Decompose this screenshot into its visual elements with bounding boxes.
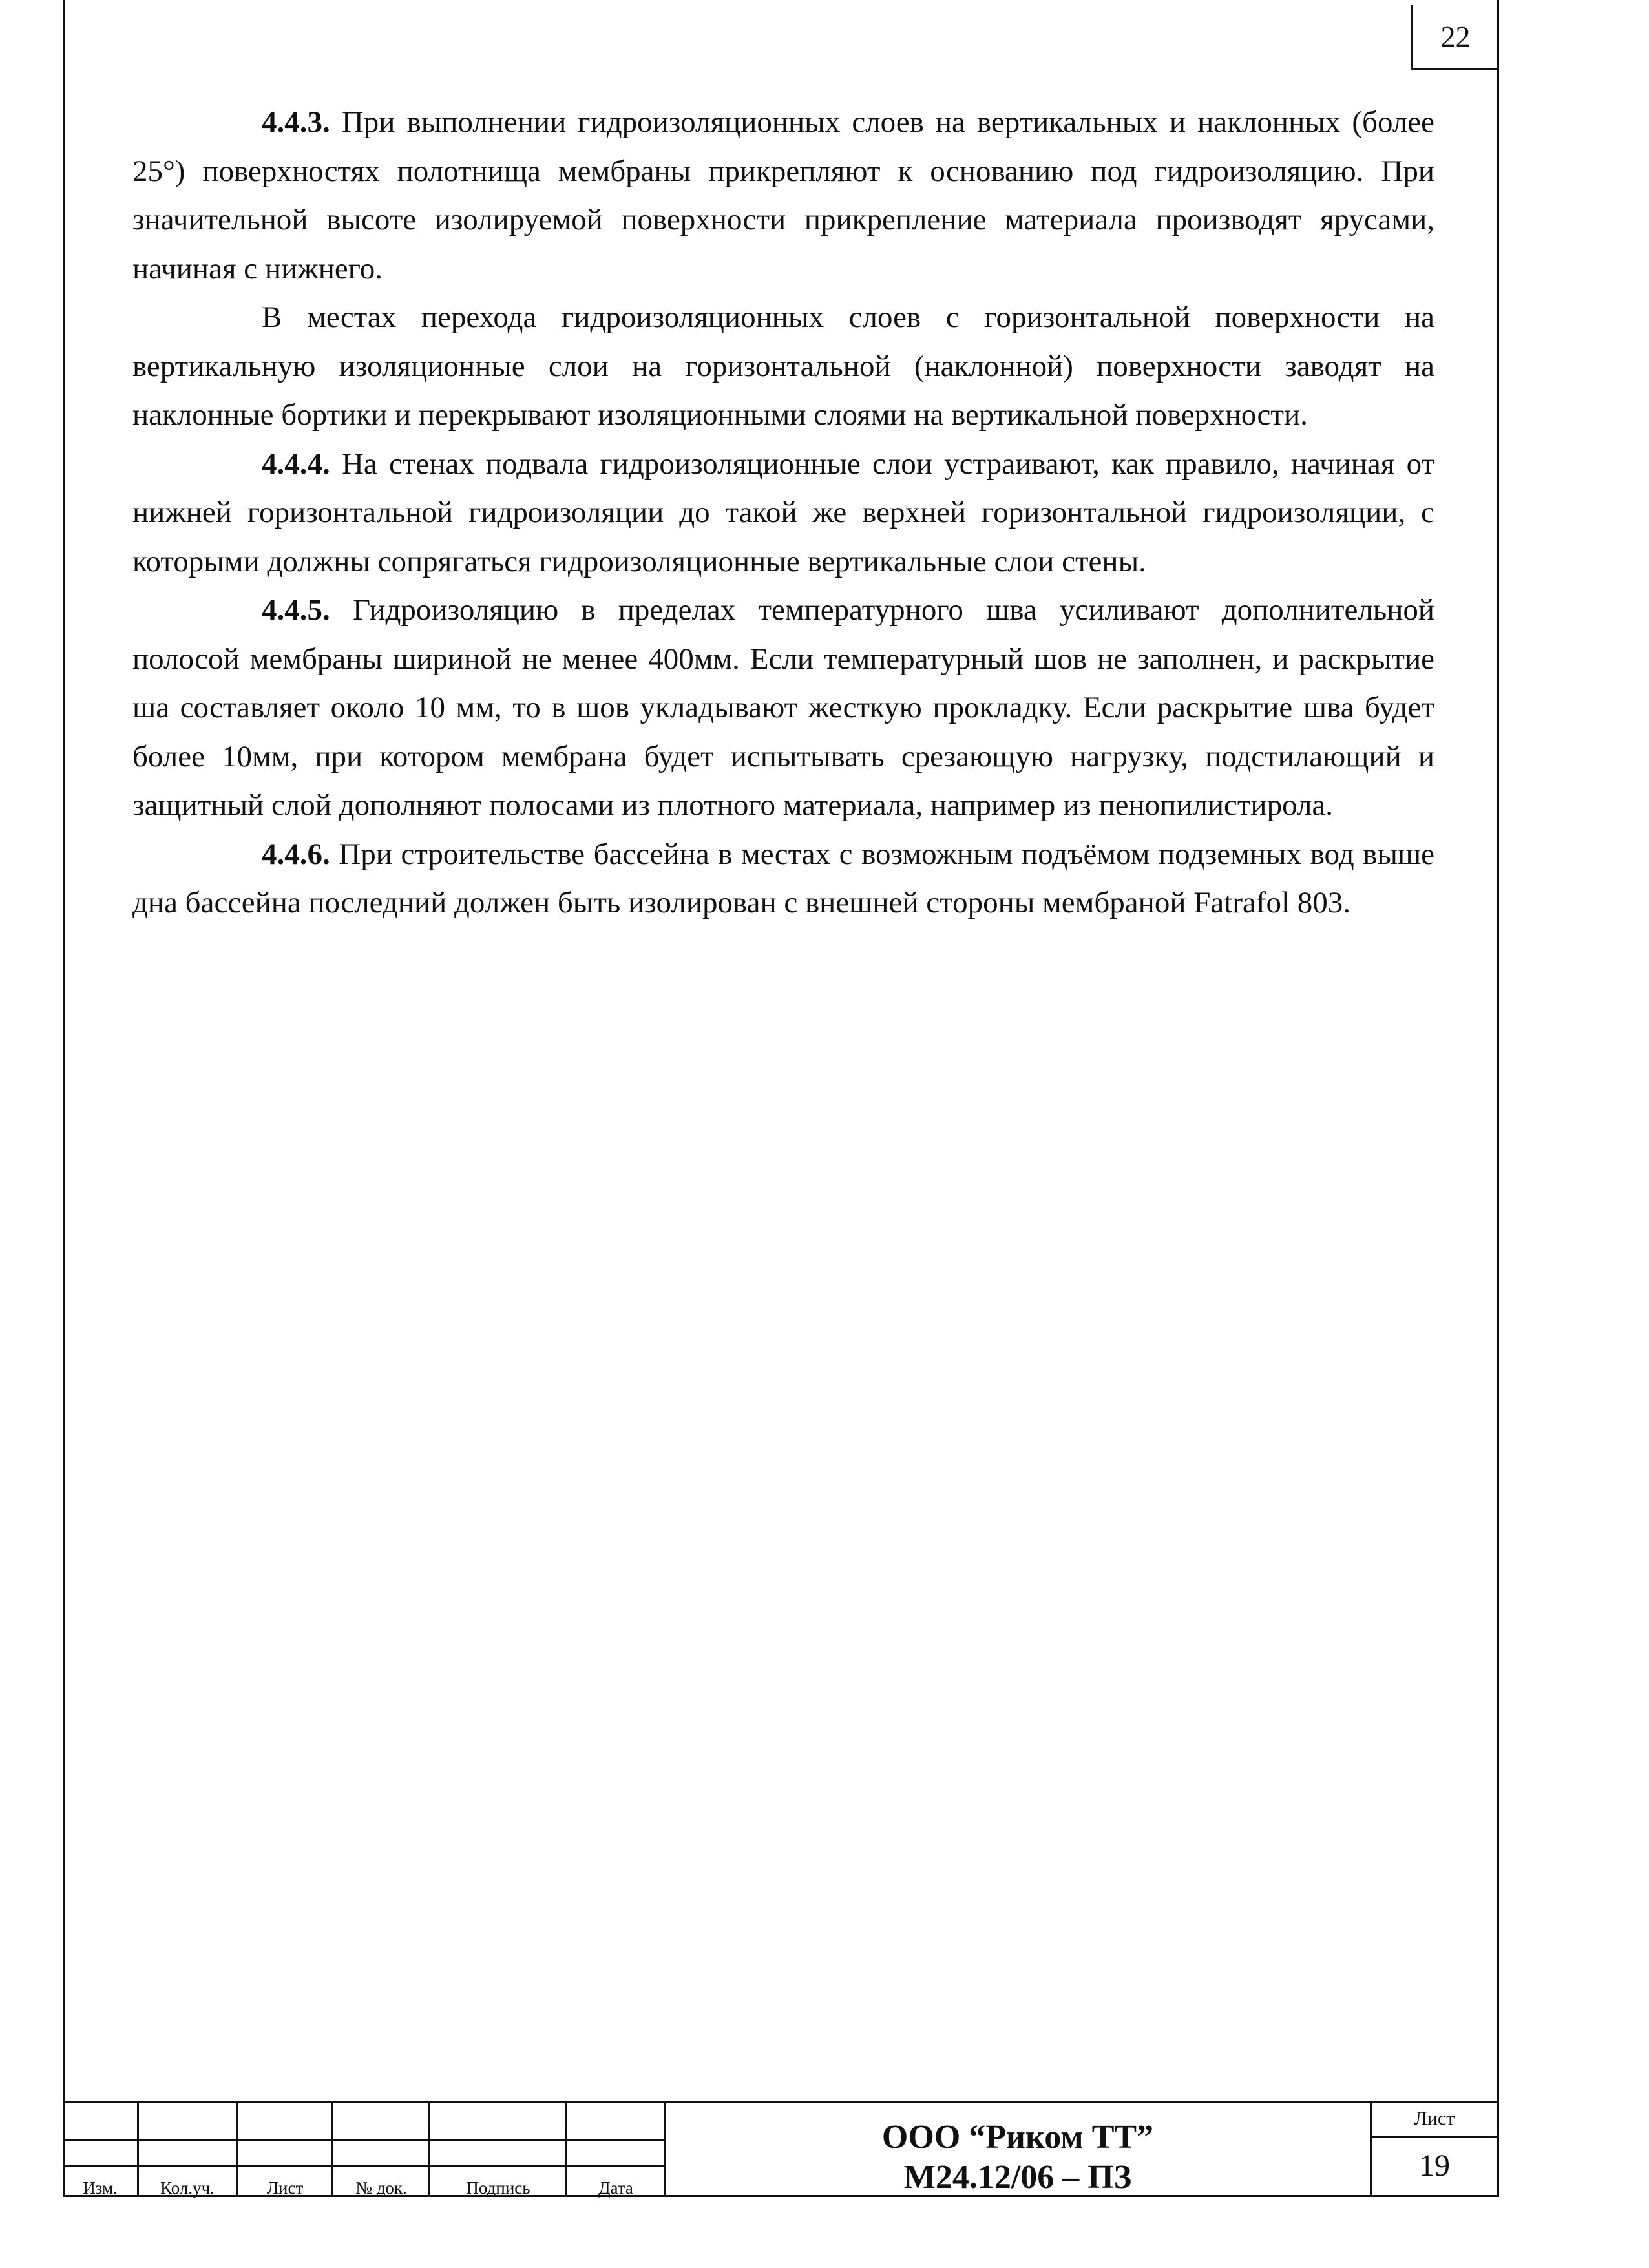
body-text — [132, 98, 1434, 928]
col-label-izm: Изм. — [83, 2178, 118, 2198]
col-label-kol: Кол.уч. — [160, 2178, 215, 2198]
paragraph-text: На стенах подвала гидроизоляционные слои устраивают, как правило, начиная от нижней горизонтальной гидроизоляции до такой же верхней горизонтальной гидроизоляции, с которыми должны сопрягаться гидроизоляционные вертикальные слои стены. — [132, 446, 1434, 578]
paragraph-4-4-3 — [132, 98, 1434, 293]
org-name: ООО “Риком ТТ” — [881, 2119, 1154, 2156]
grid-line — [63, 2165, 666, 2167]
section-number: 4.4.6. — [262, 837, 330, 871]
section-number: 4.4.4. — [262, 446, 330, 481]
section-number: 4.4.3. — [262, 105, 330, 139]
paragraph-text: При выполнении гидроизоляционных слоев на вертикальных и наклонных (более 25°) поверхностях полотнища мембраны прикрепляют к основанию под гидроизоляцию. При значительной высоте изолируемой поверхности прикрепление материала производят ярусами, начиная с нижнего. — [132, 105, 1434, 286]
page-number: 22 — [1411, 5, 1498, 70]
doc-code: М24.12/06 – ПЗ — [903, 2159, 1132, 2196]
paragraph-4-4-6 — [132, 830, 1434, 928]
paragraph-text: При строительстве бассейна в местах с возможным подъёмом подземных вод выше дна бассейна последний должен быть изолирован с внешней стороны мембраной Fatrafol 803. — [132, 837, 1434, 919]
sheet-label: Лист — [1414, 2108, 1455, 2129]
paragraph-text: Гидроизоляцию в пределах температурного шва усиливают дополнительной полосой мембраны шириной не менее 400мм. Если температурный шов не заполнен, и раскрытие ша составляет около 10 мм, то в шов укладывают жесткую прокладку. Если раскрытие шва будет более 10мм, при котором мембрана будет испытывать срезающую нагрузку, подстилающий и защитный слой дополняют полосами из плотного материала, например из пенопилистирола. — [132, 593, 1434, 822]
paragraph-transition — [132, 293, 1434, 440]
col-label-data: Дата — [598, 2178, 633, 2198]
col-label-ndok: № док. — [355, 2178, 407, 2198]
grid-line — [63, 2139, 666, 2141]
col-label-podpis: Подпись — [466, 2178, 530, 2198]
paragraph-4-4-5 — [132, 586, 1434, 830]
col-label-list: Лист — [266, 2178, 304, 2198]
sheet-number: 19 — [1419, 2148, 1450, 2183]
paragraph-4-4-4 — [132, 440, 1434, 587]
paragraph-text: В местах перехода гидроизоляционных слоев с горизонтальной поверхности на вертикальную изоляционные слои на горизонтальной (наклонной) поверхности заводят на наклонные бортики и перекрывают изоляционными слоями на вертикальной поверхности. — [132, 300, 1434, 432]
section-number: 4.4.5. — [262, 593, 330, 627]
